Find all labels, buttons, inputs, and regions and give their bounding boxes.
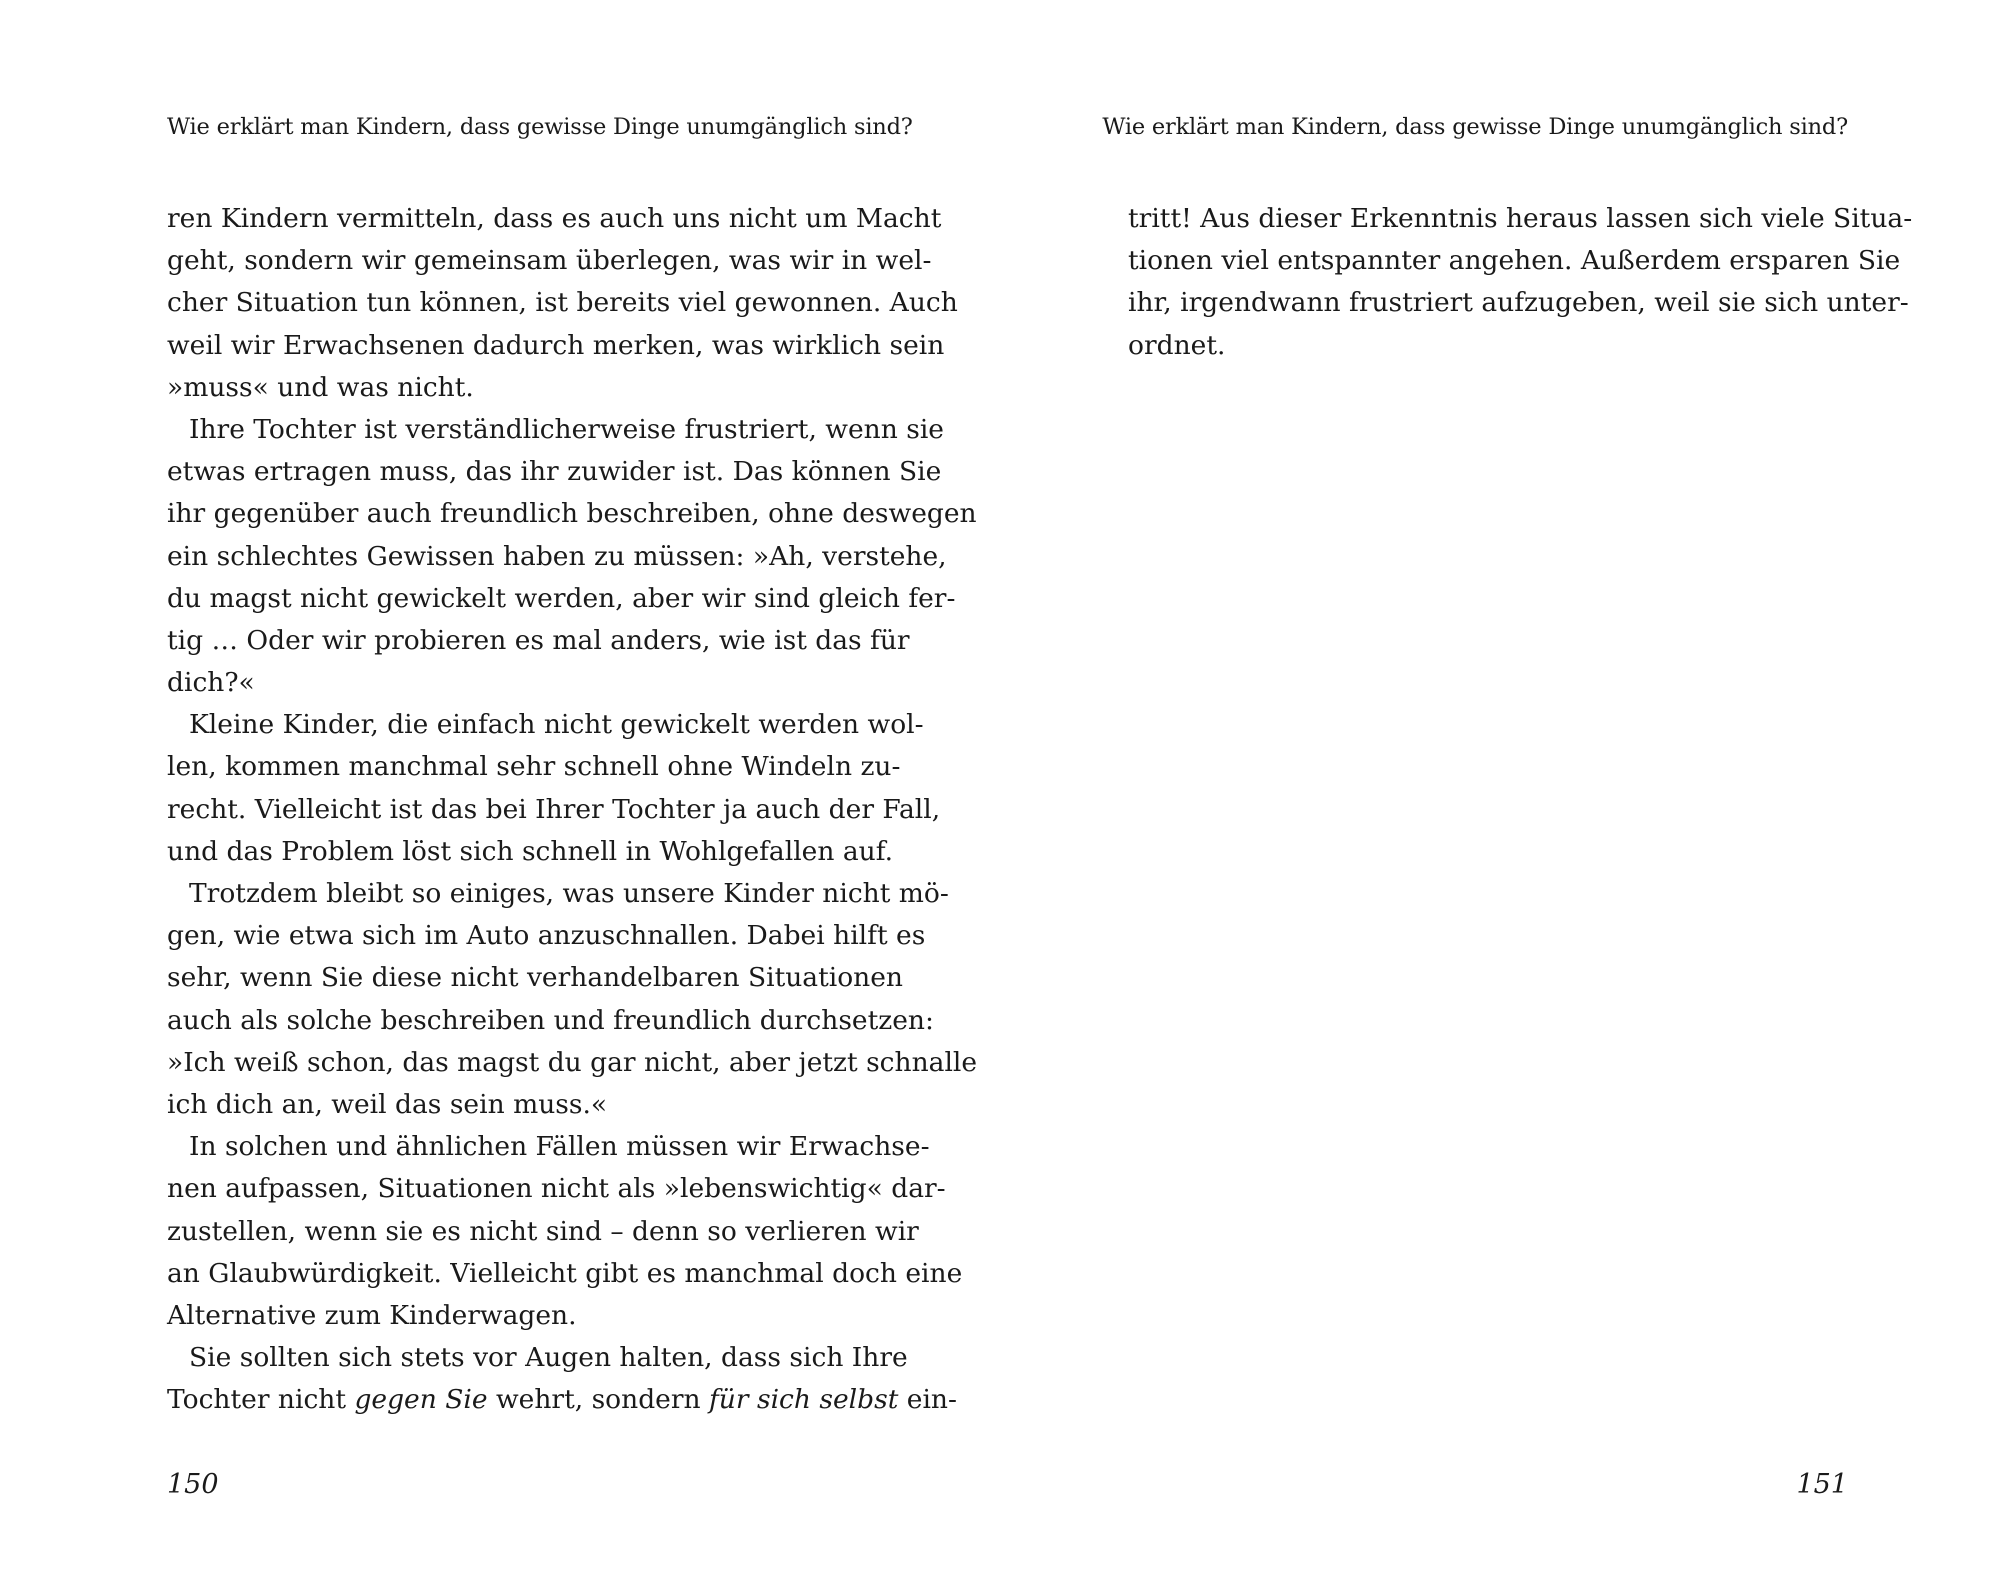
line-segment: wehrt, sondern [487,1384,709,1416]
text-line: ich dich an, weil das sein muss.« [167,1088,608,1120]
text-line: In solchen und ähnlichen Fällen müssen wir Erwachse- [189,1131,930,1163]
text-line: nen aufpassen, Situationen nicht als »lebenswichtig« dar- [167,1173,946,1205]
text-line: ren Kindern vermitteln, dass es auch uns nicht um Macht [167,203,942,234]
running-head-left: Wie erklärt man Kindern, dass gewisse Dinge unumgänglich sind? [167,114,913,140]
running-head-right: Wie erklärt man Kindern, dass gewisse Dinge unumgänglich sind? [1102,114,1848,140]
text-line: »muss« und was nicht. [167,371,474,403]
body-text-right [1128,198,1913,367]
text-line: Alternative zum Kinderwagen. [167,1299,577,1331]
text-line: »Ich weiß schon, das magst du gar nicht, aber jetzt schnalle [167,1046,978,1078]
text-line: tritt! Aus dieser Erkenntnis heraus lassen sich viele Situa- [1128,203,1913,234]
text-line: tig … Oder wir probieren es mal anders, wie ist das für [167,624,910,656]
italic-phrase: für sich selbst [709,1384,899,1416]
line-segment: Tochter nicht [167,1384,355,1416]
text-line: len, kommen manchmal sehr schnell ohne Windeln zu- [167,751,901,783]
right-page [1000,0,2000,1592]
page-number-right: 151 [1796,1469,1848,1500]
body-text-left [167,198,978,1421]
text-line: ihr, irgendwann frustriert aufzugeben, weil sie sich unter- [1128,287,1909,319]
text-line: cher Situation tun können, ist bereits viel gewonnen. Auch [167,287,958,319]
text-line: Sie sollten sich stets vor Augen halten, dass sich Ihre [189,1342,908,1374]
text-line: Kleine Kinder, die einfach nicht gewickelt werden wol- [189,709,924,741]
text-line-italic-mix [167,1379,957,1421]
text-line: recht. Vielleicht ist das bei Ihrer Tochter ja auch der Fall, [167,793,941,825]
text-line: auch als solche beschreiben und freundlich durchsetzen: [167,1004,934,1036]
line-segment: ein- [898,1384,957,1416]
page-number-left: 150 [167,1469,219,1500]
text-line: du magst nicht gewickelt werden, aber wir sind gleich fer- [167,582,956,614]
text-line: und das Problem löst sich schnell in Wohlgefallen auf. [167,835,894,867]
italic-phrase: gegen Sie [354,1384,488,1416]
text-line: tionen viel entspannter angehen. Außerdem ersparen Sie [1128,245,1901,277]
text-line: zustellen, wenn sie es nicht sind – denn so verlieren wir [167,1215,919,1247]
text-line: sehr, wenn Sie diese nicht verhandelbaren Situationen [167,962,903,994]
text-line: an Glaubwürdigkeit. Vielleicht gibt es manchmal doch eine [167,1257,963,1289]
text-line: etwas ertragen muss, das ihr zuwider ist. Das können Sie [167,456,942,488]
text-line: ihr gegenüber auch freundlich beschreiben, ohne deswegen [167,498,977,530]
text-line: Trotzdem bleibt so einiges, was unsere Kinder nicht mö- [189,878,949,909]
text-line: ordnet. [1128,329,1226,361]
text-line: weil wir Erwachsenen dadurch merken, was wirklich sein [167,329,945,361]
text-line: gen, wie etwa sich im Auto anzuschnallen. Dabei hilft es [167,920,926,952]
text-line: Ihre Tochter ist verständlicherweise frustriert, wenn sie [189,413,944,445]
text-line: dich?« [167,667,255,699]
text-line: geht, sondern wir gemeinsam überlegen, was wir in wel- [167,245,932,277]
text-line: ein schlechtes Gewissen haben zu müssen: »Ah, verstehe, [167,540,947,572]
